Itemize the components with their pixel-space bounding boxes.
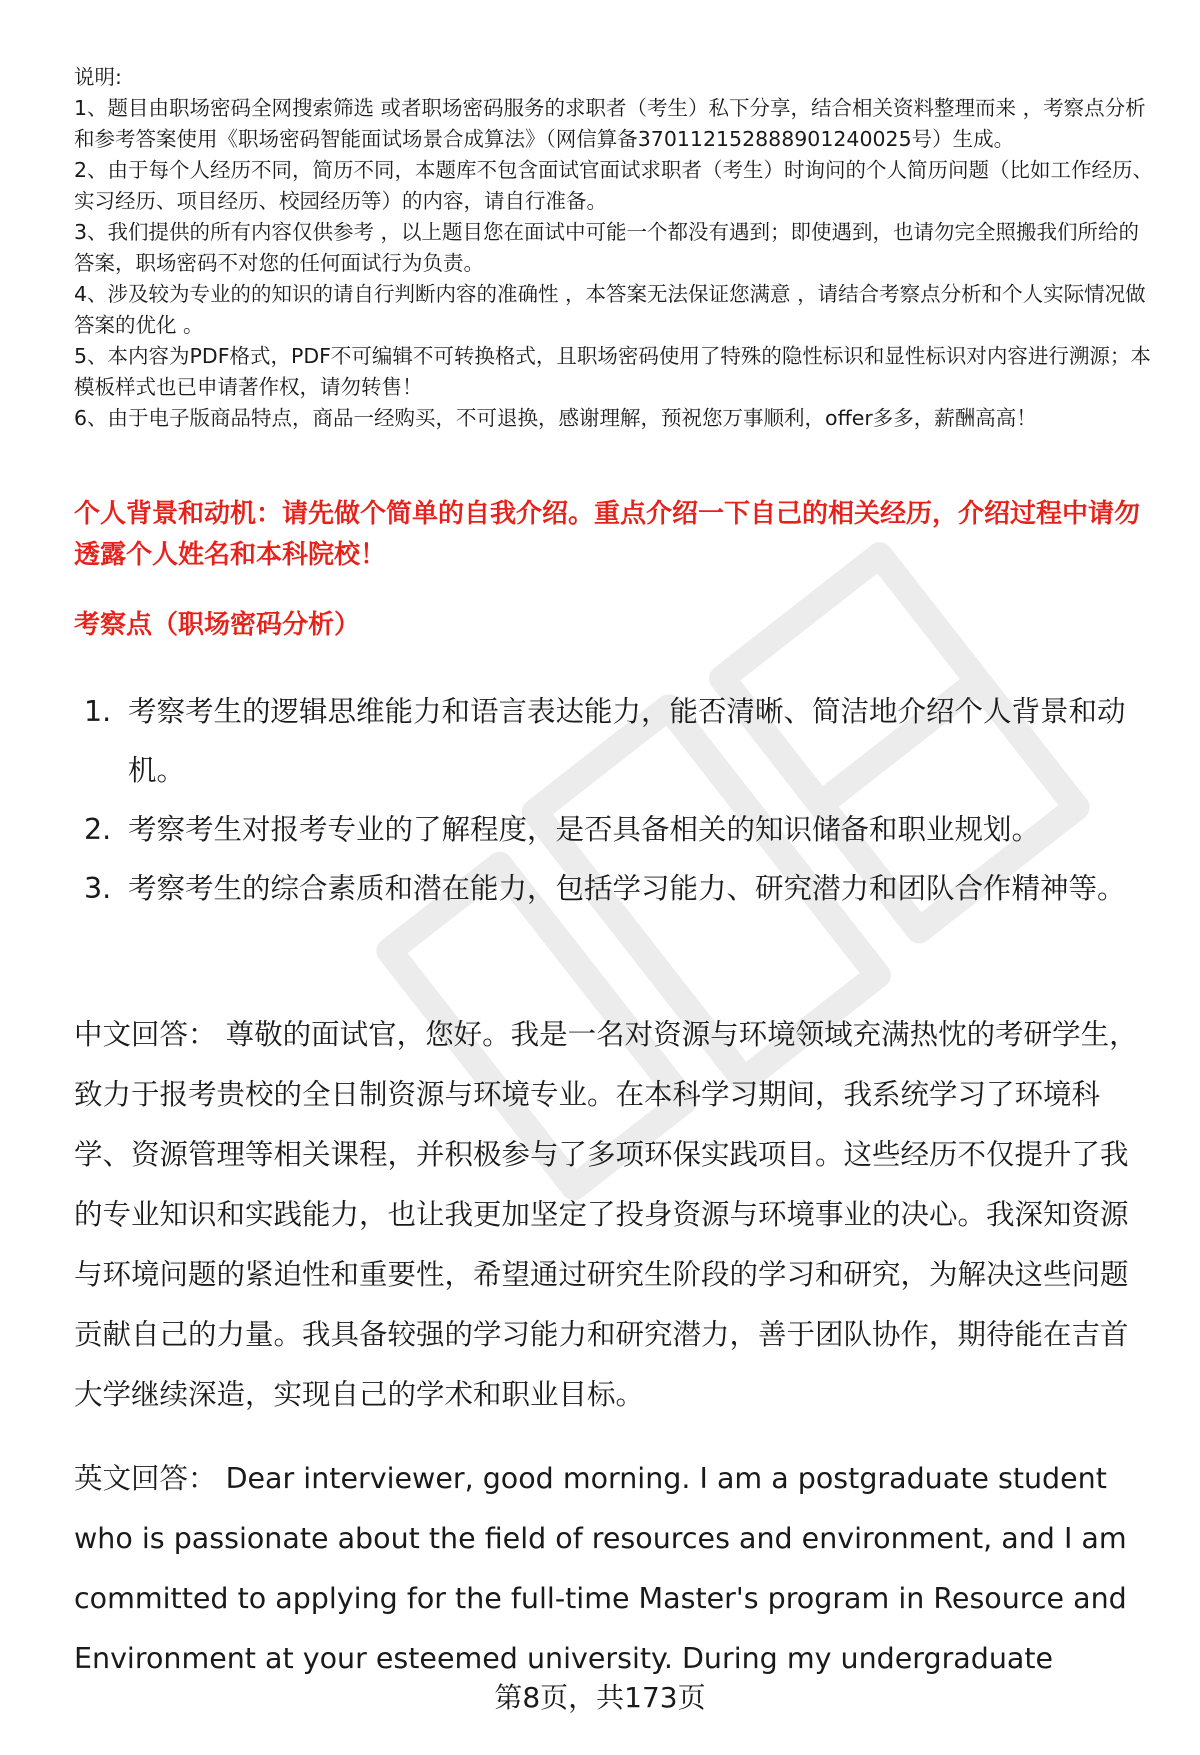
note-item: 1、题目由职场密码全网搜索筛选 或者职场密码服务的求职者（考生）私下分享，结合相关资料整理而来 ，考察点分析和参考答案使用《职场密码智能面试场景合成算法》（网信算备370112152888901240025号）生成。 <box>74 96 1146 151</box>
list-text: 考察考生的综合素质和潜在能力，包括学习能力、研究潜力和团队合作精神等。 <box>128 872 1126 905</box>
list-number: 1. <box>84 695 112 728</box>
list-number: 3. <box>84 872 112 905</box>
list-text: 考察考生对报考专业的了解程度，是否具备相关的知识储备和职业规划。 <box>128 813 1041 846</box>
note-item: 2、由于每个人经历不同，简历不同，本题库不包含面试官面试求职者（考生）时询问的个人简历问题（比如工作经历、实习经历、项目经历、校园经历等）的内容，请自行准备。 <box>74 158 1154 213</box>
english-answer-text: Dear interviewer, good morning. I am a postgraduate student who is passionate about the field of resources and environment, and I am committed to applying for the full-time Master's program in Resource and Environment at your esteemed university. During my undergraduate <box>74 1462 1127 1675</box>
note-item: 5、本内容为PDF格式，PDF不可编辑不可转换格式，且职场密码使用了特殊的隐性标识和显性标识对内容进行溯源；本模板样式也已申请著作权，请勿转售！ <box>74 344 1151 399</box>
notes-section <box>74 62 1156 434</box>
chinese-answer <box>74 1005 1156 1425</box>
english-answer-label: 英文回答： <box>74 1462 217 1495</box>
list-item <box>84 682 1156 800</box>
analysis-title: 考察点（职场密码分析） <box>74 610 361 640</box>
list-item <box>84 859 1156 918</box>
list-item <box>84 800 1156 859</box>
notes-title: 说明: <box>74 65 122 89</box>
note-item: 4、涉及较为专业的的知识的请自行判断内容的准确性 ，本答案无法保证您满意 ，请结合考察点分析和个人实际情况做答案的优化 。 <box>74 282 1146 337</box>
page-number: 第8页，共173页 <box>494 1681 706 1714</box>
list-number: 2. <box>84 813 112 846</box>
note-item: 3、我们提供的所有内容仅供参考 ，以上题目您在面试中可能一个都没有遇到；即使遇到，也请勿完全照搬我们所给的答案，职场密码不对您的任何面试行为负责。 <box>74 220 1140 275</box>
chinese-answer-label: 中文回答： <box>74 1018 217 1051</box>
english-answer <box>74 1449 1156 1689</box>
chinese-answer-text: 尊敬的面试官，您好。我是一名对资源与环境领域充满热忱的考研学生，致力于报考贵校的全日制资源与环境专业。在本科学习期间，我系统学习了环境科学、资源管理等相关课程，并积极参与了多项环保实践项目。这些经历不仅提升了我的专业知识和实践能力，也让我更加坚定了投身资源与环境事业的决心。我深知资源与环境问题的紧迫性和重要性，希望通过研究生阶段的学习和研究，为解决这些问题贡献自己的力量。我具备较强的学习能力和研究潜力，善于团队协作，期待能在吉首大学继续深造，实现自己的学术和职业目标。 <box>74 1018 1138 1411</box>
note-item: 6、由于电子版商品特点，商品一经购买，不可退换，感谢理解，预祝您万事顺利，offer多多，薪酬高高！ <box>74 406 1037 430</box>
list-text: 考察考生的逻辑思维能力和语言表达能力，能否清晰、简洁地介绍个人背景和动机。 <box>128 695 1126 787</box>
interview-question: 个人背景和动机：请先做个简单的自我介绍。重点介绍一下自己的相关经历，介绍过程中请勿透露个人姓名和本科院校！ <box>74 499 1141 570</box>
analysis-points <box>84 682 1156 918</box>
